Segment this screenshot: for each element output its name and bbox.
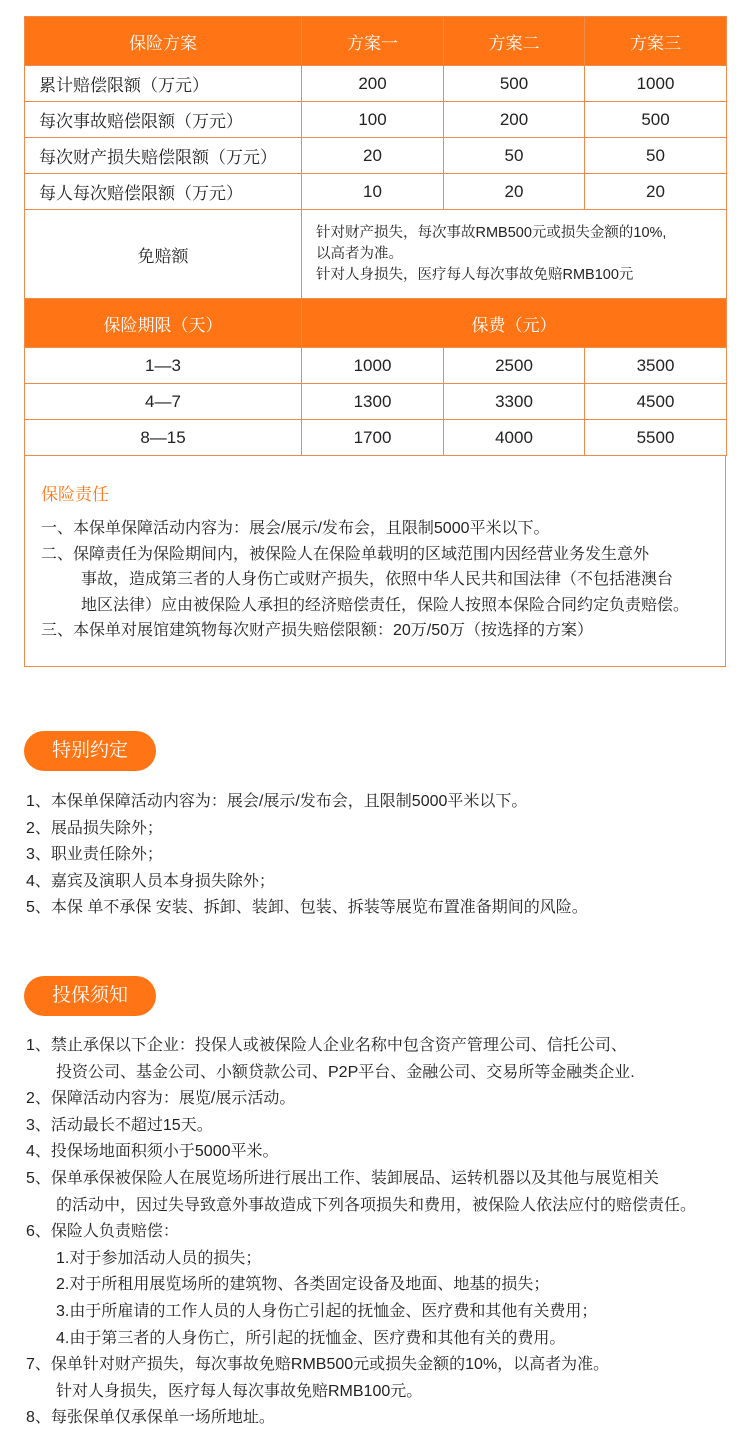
fee-header: 保费（元） <box>302 299 727 348</box>
list-item: 5、本保 单不承保 安装、拆卸、装卸、包装、拆装等展览布置准备期间的风险。 <box>26 899 588 917</box>
fee-value: 5500 <box>585 420 727 456</box>
fee-value: 3500 <box>585 348 727 384</box>
header-plan-3: 方案三 <box>585 17 727 66</box>
table-row <box>25 138 727 174</box>
cell-value: 50 <box>444 138 585 174</box>
fee-value: 3300 <box>444 384 585 420</box>
special-terms-list <box>26 789 588 922</box>
list-item: 1、本保单保障活动内容为：展会/展示/发布会，且限制5000平米以下。 <box>26 793 528 810</box>
table-row <box>25 102 727 138</box>
cell-value: 200 <box>302 66 444 102</box>
fee-value: 2500 <box>444 348 585 384</box>
list-item: 1.对于参加活动人员的损失； <box>56 1249 262 1267</box>
duty-line: 一、本保单保障活动内容为：展会/展示/发布会，且限制5000平米以下。 <box>41 520 550 537</box>
list-item: 针对人身损失，医疗每人每次事故免赔RMB100元。 <box>56 1382 423 1400</box>
notice-list <box>26 1033 696 1432</box>
list-item: 2.对于所租用展览场所的建筑物、各类固定设备及地面、地基的损失； <box>56 1276 550 1294</box>
cell-value: 20 <box>444 174 585 210</box>
plan-table <box>24 16 727 456</box>
list-item: 2、展品损失除外； <box>26 819 163 837</box>
list-item: 1、禁止承保以下企业：投保人或被保险人企业名称中包含资产管理公司、信托公司、 <box>26 1037 627 1054</box>
deductible-line: 针对人身损失，医疗每人每次事故免赔RMB100元 <box>316 266 634 283</box>
cell-value: 50 <box>585 138 727 174</box>
deductible-line: 以高者为准。 <box>316 245 403 262</box>
list-item: 投资公司、基金公司、小额贷款公司、P2P平台、金融公司、交易所等金融类企业. <box>56 1063 635 1081</box>
duty-line: 地区法律）应由被保险人承担的经济赔偿责任，保险人按照本保险合同约定负责赔偿。 <box>81 596 690 614</box>
special-terms-badge: 特别约定 <box>24 731 156 771</box>
table-row <box>25 66 727 102</box>
row-label: 累计赔偿限额（万元） <box>25 66 302 102</box>
row-label: 每人每次赔偿限额（万元） <box>25 174 302 210</box>
insurance-plan-section <box>24 16 726 667</box>
duty-line: 事故，造成第三者的人身伤亡或财产损失，依照中华人民共和国法律（不包括港澳台 <box>81 571 674 588</box>
cell-value: 20 <box>585 174 727 210</box>
list-item: 8、每张保单仅承保单一场所地址。 <box>26 1409 275 1427</box>
duty-title: 保险责任 <box>41 485 109 504</box>
table-row <box>25 348 727 384</box>
list-item: 5、保单承保被保险人在展览场所进行展出工作、装卸展品、运转机器以及其他与展览相关 <box>26 1169 659 1187</box>
duty-line: 二、保障责任为保险期间内，被保险人在保险单载明的区域范围内因经营业务发生意外 <box>41 545 650 563</box>
list-item: 6、保险人负责赔偿： <box>26 1223 179 1241</box>
fee-value: 1700 <box>302 420 444 456</box>
deductible-label: 免赔额 <box>25 210 302 299</box>
cell-value: 200 <box>444 102 585 138</box>
period-header: 保险期限（天） <box>25 299 302 348</box>
deductible-row <box>25 210 727 299</box>
table-row <box>25 174 727 210</box>
deductible-text <box>302 210 727 299</box>
header-plan-1: 方案一 <box>302 17 444 66</box>
list-item: 7、保单针对财产损失，每次事故免赔RMB500元或损失金额的10%，以高者为准。 <box>26 1356 610 1374</box>
fee-value: 4500 <box>585 384 727 420</box>
fee-value: 1000 <box>302 348 444 384</box>
period-header-row <box>25 299 727 348</box>
list-item: 4、嘉宾及演职人员本身损失除外； <box>26 872 275 890</box>
deductible-line: 针对财产损失，每次事故RMB500元或损失金额的10%, <box>316 224 667 241</box>
duty-line: 三、本保单对展馆建筑物每次财产损失赔偿限额：20万/50万（按选择的方案） <box>41 622 594 639</box>
table-row <box>25 420 727 456</box>
notice-badge: 投保须知 <box>24 976 156 1016</box>
plan-header-row <box>25 17 727 66</box>
cell-value: 100 <box>302 102 444 138</box>
period-days: 1—3 <box>25 348 302 384</box>
list-item: 3.由于所雇请的工作人员的人身伤亡引起的抚恤金、医疗费和其他有关费用； <box>56 1302 598 1320</box>
fee-value: 4000 <box>444 420 585 456</box>
list-item: 4.由于第三者的人身伤亡，所引起的抚恤金、医疗费和其他有关的费用。 <box>56 1329 566 1347</box>
row-label: 每次事故赔偿限额（万元） <box>25 102 302 138</box>
period-days: 4—7 <box>25 384 302 420</box>
header-plan: 保险方案 <box>25 17 302 66</box>
cell-value: 500 <box>444 66 585 102</box>
period-days: 8—15 <box>25 420 302 456</box>
list-item: 的活动中，因过失导致意外事故造成下列各项损失和费用，被保险人依法应付的赔偿责任。 <box>56 1196 697 1214</box>
cell-value: 500 <box>585 102 727 138</box>
list-item: 3、活动最长不超过15天。 <box>26 1116 213 1134</box>
header-plan-2: 方案二 <box>444 17 585 66</box>
fee-value: 1300 <box>302 384 444 420</box>
insurance-duty-box <box>24 456 726 667</box>
duty-lines <box>41 516 689 644</box>
list-item: 2、保障活动内容为：展览/展示活动。 <box>26 1090 296 1108</box>
row-label: 每次财产损失赔偿限额（万元） <box>25 138 302 174</box>
cell-value: 10 <box>302 174 444 210</box>
table-row <box>25 384 727 420</box>
cell-value: 20 <box>302 138 444 174</box>
cell-value: 1000 <box>585 66 727 102</box>
list-item: 4、投保场地面积须小于5000平米。 <box>26 1143 279 1161</box>
list-item: 3、职业责任除外； <box>26 846 163 864</box>
